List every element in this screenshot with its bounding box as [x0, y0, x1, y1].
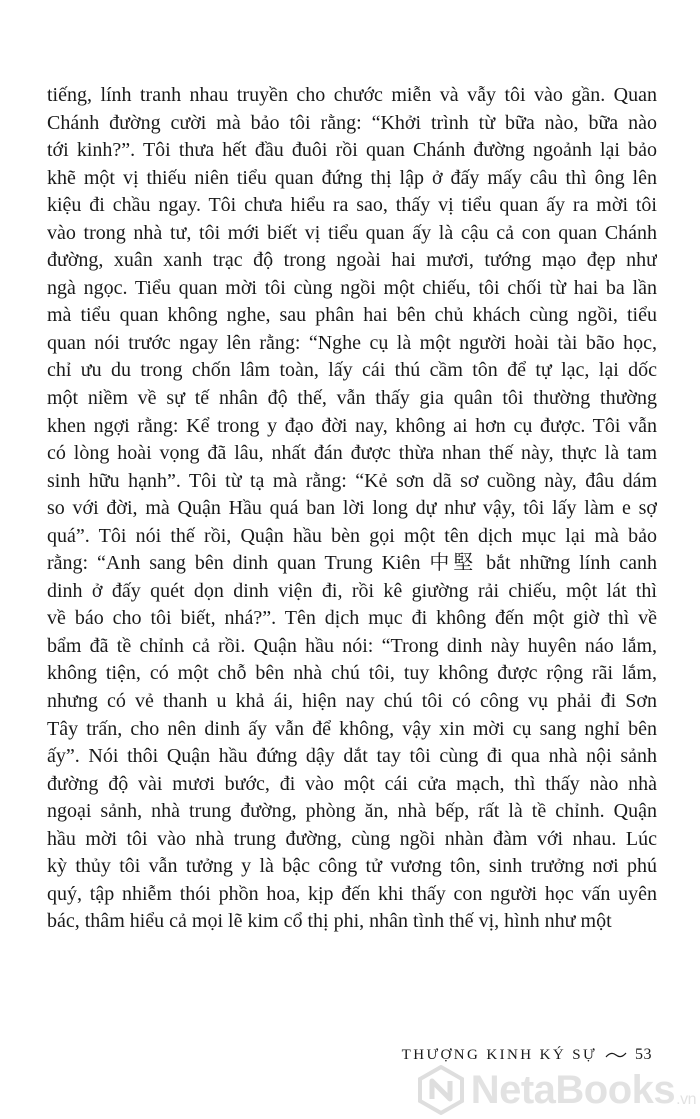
body-line: Chánh đường cười mà bảo tôi rằng: “Khởi trình từ bữa nào, bữa nào: [47, 111, 657, 134]
body-line: chỉ ưu du trong chốn lâm toàn, lấy cái thú cầm tôn để tự lạc, lại dốc: [47, 359, 657, 382]
body-line: dinh ở đấy quét dọn dinh viện đi, rồi kê giường rải chiếu, một lát thì: [47, 579, 657, 602]
body-line: đường độ vài mươi bước, đi vào một cái cửa mạch, thì thấy nào nhà: [47, 772, 657, 795]
body-line: một niềm về sự tế nhân độ thế, vẫn thấy gia quân tôi thường thường: [47, 387, 657, 410]
body-line: nhưng có vẻ thanh u khả ái, hiện nay chú tôi có công vụ phải đi Sơn: [47, 690, 657, 713]
body-line: ngoại sảnh, nhà trung đường, phòng ăn, nhà bếp, rất là tề chỉnh. Quận: [47, 800, 657, 823]
body-line: sinh hữu hạnh”. Tôi từ tạ mà rằng: “Kẻ sơn dã sơ cuồng này, đâu dám: [47, 469, 657, 492]
body-line: rằng: “Anh sang bên dinh quan Trung Kiên 中堅 bắt những lính canh: [47, 552, 657, 575]
body-line: quá”. Tôi nói thế rồi, Quận hầu bèn gọi một tên dịch mục lại mà bảo: [47, 524, 657, 547]
watermark-brand: NetaBooks: [470, 1067, 676, 1112]
body-line: khẽ một vị thiếu niên tiểu quan đứng thị lập ở đấy mấy câu thì ông lên: [47, 166, 657, 189]
body-line: so với đời, mà Quận Hầu quá ban lời long dự như vậy, tôi lấy làm e sợ: [47, 497, 657, 520]
watermark: [416, 1065, 696, 1115]
body-line: quý, tập nhiễm thói phồn hoa, kịp đến khi thấy con người học vấn uyên: [47, 882, 657, 905]
body-line: mà tiểu quan không nghe, sau phân hai bên chủ khách cùng ngồi, tiểu: [47, 304, 657, 327]
body-line: tiếng, lính tranh nhau truyền cho chước miễn và vẫy tôi vào gần. Quan: [47, 84, 657, 106]
body-line: Tây trấn, cho nên dinh ấy vẫn để không, vậy xin mời cụ sang nghỉ bên: [47, 717, 657, 740]
running-footer: [402, 1046, 652, 1064]
netabooks-n-logo-icon: [416, 1065, 466, 1115]
body-line: quan nói trước ngay lên rằng: “Nghe cụ là một người hoài tài bão học,: [47, 331, 657, 354]
running-title: THƯỢNG KINH KÝ SỰ: [401, 1046, 597, 1063]
body-line: ấy”. Nói thôi Quận hầu đứng dậy dắt tay tôi cùng đi qua nhà nội sảnh: [47, 745, 657, 768]
body-line: khen ngợi rằng: Kể trong y đạo đời nay, không ai hơn cụ được. Tôi vẫn: [47, 414, 657, 437]
body-line: đường, xuân xanh trạc độ trong ngoài hai mươi, tướng mạo đẹp như: [47, 249, 657, 272]
body-line: kiệu đi chầu ngay. Tôi chưa hiểu ra sao, thấy vị tiểu quan ấy ra mời tôi: [47, 194, 657, 217]
page-body-text: [47, 82, 657, 936]
body-line: tới kinh?”. Tôi thưa hết đầu đuôi rồi quan Chánh đường ngoảnh lại bảo: [47, 139, 657, 162]
page-number: 53: [635, 1046, 652, 1063]
body-line: kỳ thủy tôi vẫn tưởng y là bậc công tử vương tôn, sinh trưởng nơi phú: [47, 855, 657, 878]
body-line: không tiện, có một chỗ bên nhà chú tôi, tuy không được rộng rãi lắm,: [47, 662, 657, 685]
body-line: hầu mời tôi vào nhà trung đường, cùng ngồi nhàn đàm với nhau. Lúc: [47, 827, 657, 850]
body-line: ngà ngọc. Tiểu quan mời tôi cùng ngồi một chiếu, tôi chối từ hai ba lần: [47, 276, 657, 299]
body-line: bác, thâm hiểu cả mọi lẽ kim cổ thị phi, nhân tình thế vị, hình như một: [47, 910, 612, 933]
tilde-dash-icon: [605, 1050, 627, 1060]
body-line: có lòng hoài vọng đã lâu, nhất đán được thừa nhan thế này, thực là tam: [47, 442, 657, 465]
body-line: bẩm đã tề chỉnh cả rồi. Quận hầu nói: “Trong dinh này huyên náo lắm,: [47, 634, 657, 657]
body-line: về báo cho tôi biết, nhá?”. Tên dịch mục đi không đến một giờ thì về: [47, 607, 657, 630]
body-line: vào trong nhà tư, tôi mới biết vị tiểu quan ấy là cậu cả con quan Chánh: [47, 221, 657, 244]
watermark-tld: .vn: [676, 1091, 696, 1108]
